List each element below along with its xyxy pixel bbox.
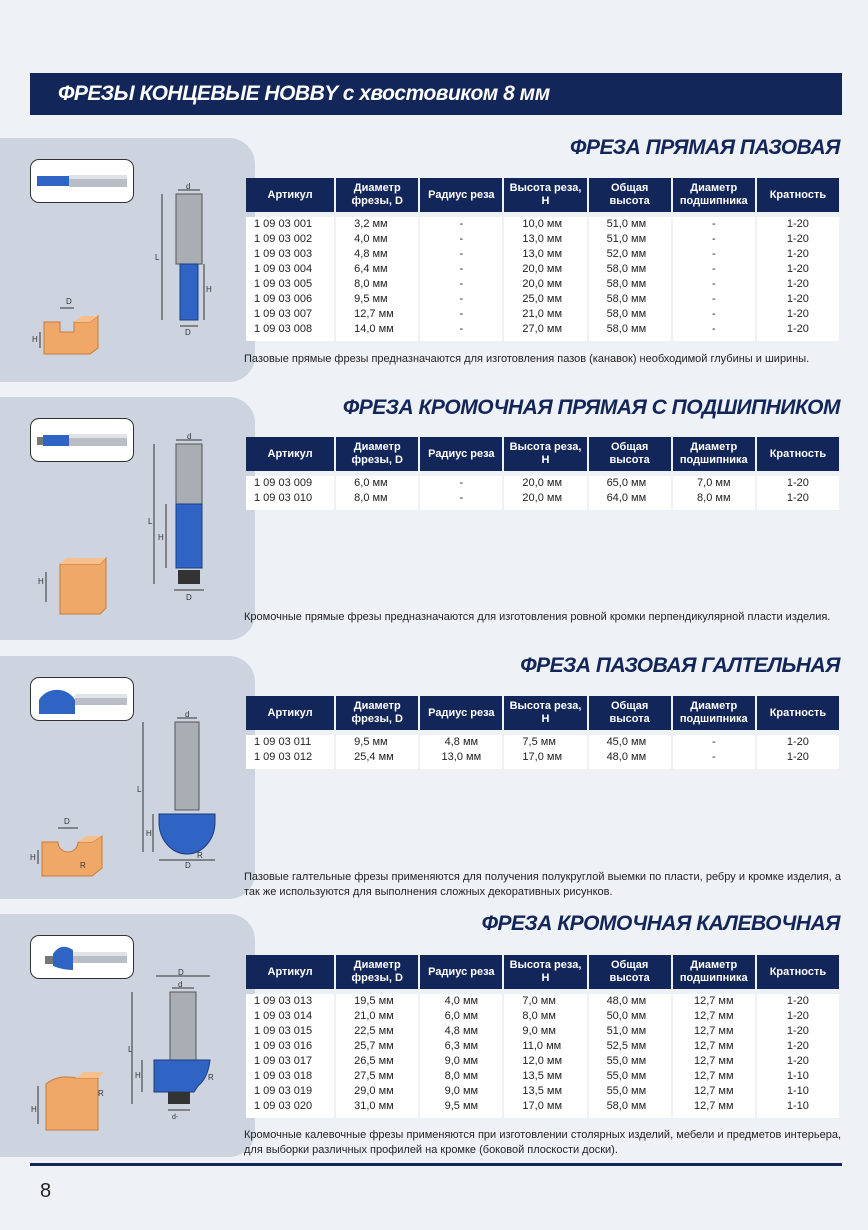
diameter-cell: 26,5 мм bbox=[336, 1054, 418, 1069]
total-height-cell: 58,0 мм bbox=[589, 292, 671, 307]
svg-text:L: L bbox=[148, 517, 153, 526]
height-cell: 9,0 мм bbox=[504, 1024, 586, 1039]
diameter-cell: 25,7 мм bbox=[336, 1039, 418, 1054]
total-height-cell: 51,0 мм bbox=[589, 232, 671, 247]
section-description: Кромочные калевочные фрезы применяются при изготовлении столярных изделий, мебели и предметов интерьера, для выборки различных профилей на кромке (боковой плоскости доски). bbox=[244, 1129, 841, 1156]
col-article: Артикул bbox=[246, 178, 334, 212]
total-height-cell: 51,0 мм bbox=[589, 1024, 671, 1039]
section-title: ФРЕЗА ПАЗОВАЯ ГАЛТЕЛЬНАЯ bbox=[520, 654, 840, 677]
straight-cutter-icon bbox=[31, 160, 135, 204]
col-total-height: Общая высота bbox=[589, 696, 671, 730]
height-cell: 20,0 мм bbox=[504, 476, 586, 491]
table-row bbox=[246, 232, 839, 247]
bearing-cell: 12,7 мм bbox=[673, 1024, 755, 1039]
multiplicity-cell: 1-20 bbox=[757, 307, 839, 322]
straight-cutter-drawing bbox=[150, 180, 225, 340]
svg-text:L: L bbox=[155, 253, 160, 262]
diameter-cell: 8,0 мм bbox=[336, 491, 418, 510]
total-height-cell: 45,0 мм bbox=[589, 735, 671, 750]
table-row bbox=[246, 307, 839, 322]
table-row bbox=[246, 322, 839, 341]
multiplicity-cell: 1-20 bbox=[757, 232, 839, 247]
diameter-cell: 12,7 мм bbox=[336, 307, 418, 322]
multiplicity-cell: 1-20 bbox=[757, 491, 839, 510]
table-row bbox=[246, 476, 839, 491]
table-row bbox=[246, 750, 839, 769]
col-radius: Радиус реза bbox=[420, 178, 502, 212]
bearing-cell: - bbox=[673, 322, 755, 341]
radius-cell: 4,8 мм bbox=[420, 1024, 502, 1039]
core-box-cutter-drawing bbox=[135, 710, 240, 870]
svg-text:d: d bbox=[187, 432, 192, 441]
col-total-height: Общая высота bbox=[589, 437, 671, 471]
multiplicity-cell: 1-20 bbox=[757, 1024, 839, 1039]
table-row bbox=[246, 277, 839, 292]
col-article: Артикул bbox=[246, 955, 334, 989]
spec-table bbox=[244, 955, 841, 1118]
multiplicity-cell: 1-20 bbox=[757, 277, 839, 292]
article-cell: 1 09 03 006 bbox=[246, 292, 334, 307]
height-cell: 8,0 мм bbox=[504, 1009, 586, 1024]
radius-cell: 8,0 мм bbox=[420, 1069, 502, 1084]
table-row bbox=[246, 262, 839, 277]
bearing-cell: - bbox=[673, 262, 755, 277]
total-height-cell: 58,0 мм bbox=[589, 262, 671, 277]
bearing-cell: 7,0 мм bbox=[673, 476, 755, 491]
height-cell: 7,0 мм bbox=[504, 994, 586, 1009]
radius-cell: - bbox=[420, 247, 502, 262]
svg-text:R: R bbox=[98, 1089, 104, 1098]
col-height: Высота реза, H bbox=[504, 696, 586, 730]
height-cell: 17,0 мм bbox=[504, 1099, 586, 1118]
radius-cell: - bbox=[420, 232, 502, 247]
article-cell: 1 09 03 016 bbox=[246, 1039, 334, 1054]
height-cell: 13,0 мм bbox=[504, 247, 586, 262]
table-row bbox=[246, 1054, 839, 1069]
svg-text:H: H bbox=[38, 577, 44, 586]
radius-cell: 9,5 мм bbox=[420, 1099, 502, 1118]
table-row bbox=[246, 1024, 839, 1039]
col-multiplicity: Кратность bbox=[757, 955, 839, 989]
total-height-cell: 65,0 мм bbox=[589, 476, 671, 491]
ogee-cutter-icon bbox=[31, 936, 135, 980]
cutter-photo-thumb bbox=[30, 418, 134, 462]
article-cell: 1 09 03 019 bbox=[246, 1084, 334, 1099]
multiplicity-cell: 1-20 bbox=[757, 1009, 839, 1024]
multiplicity-cell: 1-20 bbox=[757, 735, 839, 750]
total-height-cell: 58,0 мм bbox=[589, 277, 671, 292]
height-cell: 21,0 мм bbox=[504, 307, 586, 322]
svg-text:D: D bbox=[64, 817, 70, 826]
section-title: ФРЕЗА КРОМОЧНАЯ КАЛЕВОЧНАЯ bbox=[481, 912, 840, 935]
article-cell: 1 09 03 009 bbox=[246, 476, 334, 491]
radius-cell: 6,3 мм bbox=[420, 1039, 502, 1054]
bearing-cell: - bbox=[673, 735, 755, 750]
svg-text:d-: d- bbox=[172, 1114, 179, 1121]
diameter-cell: 27,5 мм bbox=[336, 1069, 418, 1084]
total-height-cell: 50,0 мм bbox=[589, 1009, 671, 1024]
page-number: 8 bbox=[40, 1180, 52, 1202]
multiplicity-cell: 1-10 bbox=[757, 1084, 839, 1099]
spec-table bbox=[244, 437, 841, 510]
core-box-cutter-icon bbox=[31, 678, 135, 722]
height-cell: 20,0 мм bbox=[504, 491, 586, 510]
total-height-cell: 64,0 мм bbox=[589, 491, 671, 510]
height-cell: 20,0 мм bbox=[504, 277, 586, 292]
table-row bbox=[246, 247, 839, 262]
table-row bbox=[246, 491, 839, 510]
col-bearing: Диаметр подшипника bbox=[673, 955, 755, 989]
col-diameter: Диаметр фрезы, D bbox=[336, 178, 418, 212]
bearing-cell: 12,7 мм bbox=[673, 1054, 755, 1069]
article-cell: 1 09 03 003 bbox=[246, 247, 334, 262]
multiplicity-cell: 1-20 bbox=[757, 994, 839, 1009]
article-cell: 1 09 03 013 bbox=[246, 994, 334, 1009]
svg-text:D: D bbox=[186, 593, 192, 602]
section-description: Пазовые галтельные фрезы применяются для получения полукруглой выемки по пласти, ребру и кромке изделия, а так же используются для выполнения сложных декоративных рисунков. bbox=[244, 871, 841, 898]
radius-cell: - bbox=[420, 322, 502, 341]
col-radius: Радиус реза bbox=[420, 955, 502, 989]
radius-cell: 4,8 мм bbox=[420, 735, 502, 750]
bearing-cell: - bbox=[673, 232, 755, 247]
bearing-cell: 8,0 мм bbox=[673, 491, 755, 510]
col-diameter: Диаметр фрезы, D bbox=[336, 437, 418, 471]
svg-text:d: d bbox=[186, 182, 191, 191]
groove-wood-icon bbox=[30, 292, 115, 362]
bearing-cell: - bbox=[673, 292, 755, 307]
cutter-photo-thumb bbox=[30, 677, 134, 721]
radius-cell: 9,0 мм bbox=[420, 1084, 502, 1099]
col-total-height: Общая высота bbox=[589, 178, 671, 212]
multiplicity-cell: 1-20 bbox=[757, 247, 839, 262]
svg-text:L: L bbox=[128, 1045, 133, 1054]
table-row bbox=[246, 1039, 839, 1054]
diameter-cell: 9,5 мм bbox=[336, 735, 418, 750]
radius-cell: - bbox=[420, 476, 502, 491]
col-diameter: Диаметр фрезы, D bbox=[336, 696, 418, 730]
table-row bbox=[246, 217, 839, 232]
table-row bbox=[246, 1009, 839, 1024]
height-cell: 27,0 мм bbox=[504, 322, 586, 341]
svg-text:H: H bbox=[30, 853, 36, 862]
article-cell: 1 09 03 010 bbox=[246, 491, 334, 510]
table-row bbox=[246, 994, 839, 1009]
col-multiplicity: Кратность bbox=[757, 178, 839, 212]
multiplicity-cell: 1-20 bbox=[757, 292, 839, 307]
edge-wood-icon bbox=[30, 550, 115, 620]
svg-text:d: d bbox=[185, 710, 190, 719]
cutter-photo-thumb bbox=[30, 159, 134, 203]
svg-text:D: D bbox=[178, 968, 184, 977]
footer-divider bbox=[30, 1163, 842, 1166]
radius-cell: 4,0 мм bbox=[420, 994, 502, 1009]
height-cell: 11,0 мм bbox=[504, 1039, 586, 1054]
section-title: ФРЕЗА КРОМОЧНАЯ ПРЯМАЯ С ПОДШИПНИКОМ bbox=[342, 396, 840, 419]
bearing-cutter-drawing bbox=[148, 432, 228, 604]
bearing-cell: 12,7 мм bbox=[673, 1069, 755, 1084]
col-article: Артикул bbox=[246, 437, 334, 471]
section-description: Пазовые прямые фрезы предназначаются для изготовления пазов (канавок) необходимой глубины и ширины. bbox=[244, 353, 810, 365]
article-cell: 1 09 03 011 bbox=[246, 735, 334, 750]
article-cell: 1 09 03 004 bbox=[246, 262, 334, 277]
multiplicity-cell: 1-20 bbox=[757, 1054, 839, 1069]
multiplicity-cell: 1-20 bbox=[757, 322, 839, 341]
bearing-cell: 12,7 мм bbox=[673, 1009, 755, 1024]
bearing-cell: - bbox=[673, 247, 755, 262]
total-height-cell: 52,0 мм bbox=[589, 247, 671, 262]
bearing-cell: - bbox=[673, 217, 755, 232]
table-row bbox=[246, 292, 839, 307]
svg-text:R: R bbox=[197, 851, 203, 860]
col-bearing: Диаметр подшипника bbox=[673, 437, 755, 471]
multiplicity-cell: 1-10 bbox=[757, 1099, 839, 1118]
article-cell: 1 09 03 007 bbox=[246, 307, 334, 322]
radius-cell: - bbox=[420, 491, 502, 510]
radius-cell: 9,0 мм bbox=[420, 1054, 502, 1069]
bearing-cell: 12,7 мм bbox=[673, 1039, 755, 1054]
bearing-cell: - bbox=[673, 307, 755, 322]
radius-cell: - bbox=[420, 262, 502, 277]
section-description: Кромочные прямые фрезы предназначаются для изготовления ровной кромки перпендикулярной пласти изделия. bbox=[244, 611, 831, 623]
diameter-cell: 21,0 мм bbox=[336, 1009, 418, 1024]
spec-table bbox=[244, 696, 841, 769]
table-row bbox=[246, 1099, 839, 1118]
article-cell: 1 09 03 001 bbox=[246, 217, 334, 232]
col-total-height: Общая высота bbox=[589, 955, 671, 989]
svg-text:H: H bbox=[135, 1071, 141, 1080]
article-cell: 1 09 03 014 bbox=[246, 1009, 334, 1024]
total-height-cell: 48,0 мм bbox=[589, 994, 671, 1009]
col-height: Высота реза, H bbox=[504, 955, 586, 989]
svg-text:H: H bbox=[206, 285, 212, 294]
svg-text:H: H bbox=[32, 335, 38, 344]
total-height-cell: 52,5 мм bbox=[589, 1039, 671, 1054]
height-cell: 13,5 мм bbox=[504, 1069, 586, 1084]
bearing-cell: 12,7 мм bbox=[673, 994, 755, 1009]
multiplicity-cell: 1-20 bbox=[757, 217, 839, 232]
article-cell: 1 09 03 017 bbox=[246, 1054, 334, 1069]
multiplicity-cell: 1-20 bbox=[757, 476, 839, 491]
svg-text:L: L bbox=[137, 785, 142, 794]
height-cell: 12,0 мм bbox=[504, 1054, 586, 1069]
diameter-cell: 9,5 мм bbox=[336, 292, 418, 307]
col-radius: Радиус реза bbox=[420, 696, 502, 730]
height-cell: 7,5 мм bbox=[504, 735, 586, 750]
height-cell: 17,0 мм bbox=[504, 750, 586, 769]
col-diameter: Диаметр фрезы, D bbox=[336, 955, 418, 989]
diameter-cell: 25,4 мм bbox=[336, 750, 418, 769]
bearing-cell: - bbox=[673, 277, 755, 292]
svg-text:D: D bbox=[185, 861, 191, 870]
bearing-cell: 12,7 мм bbox=[673, 1099, 755, 1118]
total-height-cell: 58,0 мм bbox=[589, 307, 671, 322]
col-bearing: Диаметр подшипника bbox=[673, 696, 755, 730]
multiplicity-cell: 1-10 bbox=[757, 1069, 839, 1084]
col-height: Высота реза, H bbox=[504, 437, 586, 471]
total-height-cell: 58,0 мм bbox=[589, 322, 671, 341]
total-height-cell: 48,0 мм bbox=[589, 750, 671, 769]
svg-text:R: R bbox=[208, 1073, 214, 1082]
ogee-cutter-drawing bbox=[128, 968, 233, 1126]
multiplicity-cell: 1-20 bbox=[757, 750, 839, 769]
col-radius: Радиус реза bbox=[420, 437, 502, 471]
svg-text:D: D bbox=[185, 328, 191, 337]
height-cell: 25,0 мм bbox=[504, 292, 586, 307]
svg-text:H: H bbox=[146, 829, 152, 838]
col-multiplicity: Кратность bbox=[757, 437, 839, 471]
col-article: Артикул bbox=[246, 696, 334, 730]
article-cell: 1 09 03 002 bbox=[246, 232, 334, 247]
height-cell: 13,0 мм bbox=[504, 232, 586, 247]
diameter-cell: 19,5 мм bbox=[336, 994, 418, 1009]
col-height: Высота реза, H bbox=[504, 178, 586, 212]
spec-table bbox=[244, 178, 841, 341]
ogee-wood-icon bbox=[28, 1068, 118, 1138]
radius-cell: - bbox=[420, 277, 502, 292]
article-cell: 1 09 03 020 bbox=[246, 1099, 334, 1118]
diameter-cell: 22,5 мм bbox=[336, 1024, 418, 1039]
radius-cell: 13,0 мм bbox=[420, 750, 502, 769]
radius-cell: 6,0 мм bbox=[420, 1009, 502, 1024]
height-cell: 20,0 мм bbox=[504, 262, 586, 277]
diameter-cell: 8,0 мм bbox=[336, 277, 418, 292]
article-cell: 1 09 03 012 bbox=[246, 750, 334, 769]
bearing-cutter-icon bbox=[31, 419, 135, 463]
diameter-cell: 4,0 мм bbox=[336, 232, 418, 247]
total-height-cell: 55,0 мм bbox=[589, 1084, 671, 1099]
col-multiplicity: Кратность bbox=[757, 696, 839, 730]
core-box-wood-icon bbox=[28, 812, 118, 882]
article-cell: 1 09 03 005 bbox=[246, 277, 334, 292]
radius-cell: - bbox=[420, 292, 502, 307]
total-height-cell: 55,0 мм bbox=[589, 1069, 671, 1084]
table-row bbox=[246, 1084, 839, 1099]
diameter-cell: 29,0 мм bbox=[336, 1084, 418, 1099]
table-row bbox=[246, 1069, 839, 1084]
article-cell: 1 09 03 008 bbox=[246, 322, 334, 341]
article-cell: 1 09 03 015 bbox=[246, 1024, 334, 1039]
radius-cell: - bbox=[420, 307, 502, 322]
diameter-cell: 14,0 мм bbox=[336, 322, 418, 341]
svg-text:H: H bbox=[31, 1105, 37, 1114]
bearing-cell: 12,7 мм bbox=[673, 1084, 755, 1099]
total-height-cell: 55,0 мм bbox=[589, 1054, 671, 1069]
total-height-cell: 58,0 мм bbox=[589, 1099, 671, 1118]
diameter-cell: 31,0 мм bbox=[336, 1099, 418, 1118]
col-bearing: Диаметр подшипника bbox=[673, 178, 755, 212]
diameter-cell: 6,4 мм bbox=[336, 262, 418, 277]
svg-text:R: R bbox=[80, 861, 86, 870]
radius-cell: - bbox=[420, 217, 502, 232]
diameter-cell: 4,8 мм bbox=[336, 247, 418, 262]
section-title: ФРЕЗА ПРЯМАЯ ПАЗОВАЯ bbox=[570, 136, 840, 159]
cutter-photo-thumb bbox=[30, 935, 134, 979]
svg-text:H: H bbox=[158, 533, 164, 542]
total-height-cell: 51,0 мм bbox=[589, 217, 671, 232]
diameter-cell: 3,2 мм bbox=[336, 217, 418, 232]
multiplicity-cell: 1-20 bbox=[757, 262, 839, 277]
svg-text:D: D bbox=[66, 297, 72, 306]
article-cell: 1 09 03 018 bbox=[246, 1069, 334, 1084]
table-row bbox=[246, 735, 839, 750]
height-cell: 13,5 мм bbox=[504, 1084, 586, 1099]
height-cell: 10,0 мм bbox=[504, 217, 586, 232]
page-header: ФРЕЗЫ КОНЦЕВЫЕ HOBBY с хвостовиком 8 мм bbox=[30, 73, 842, 115]
bearing-cell: - bbox=[673, 750, 755, 769]
svg-text:d: d bbox=[178, 980, 183, 989]
multiplicity-cell: 1-20 bbox=[757, 1039, 839, 1054]
diameter-cell: 6,0 мм bbox=[336, 476, 418, 491]
